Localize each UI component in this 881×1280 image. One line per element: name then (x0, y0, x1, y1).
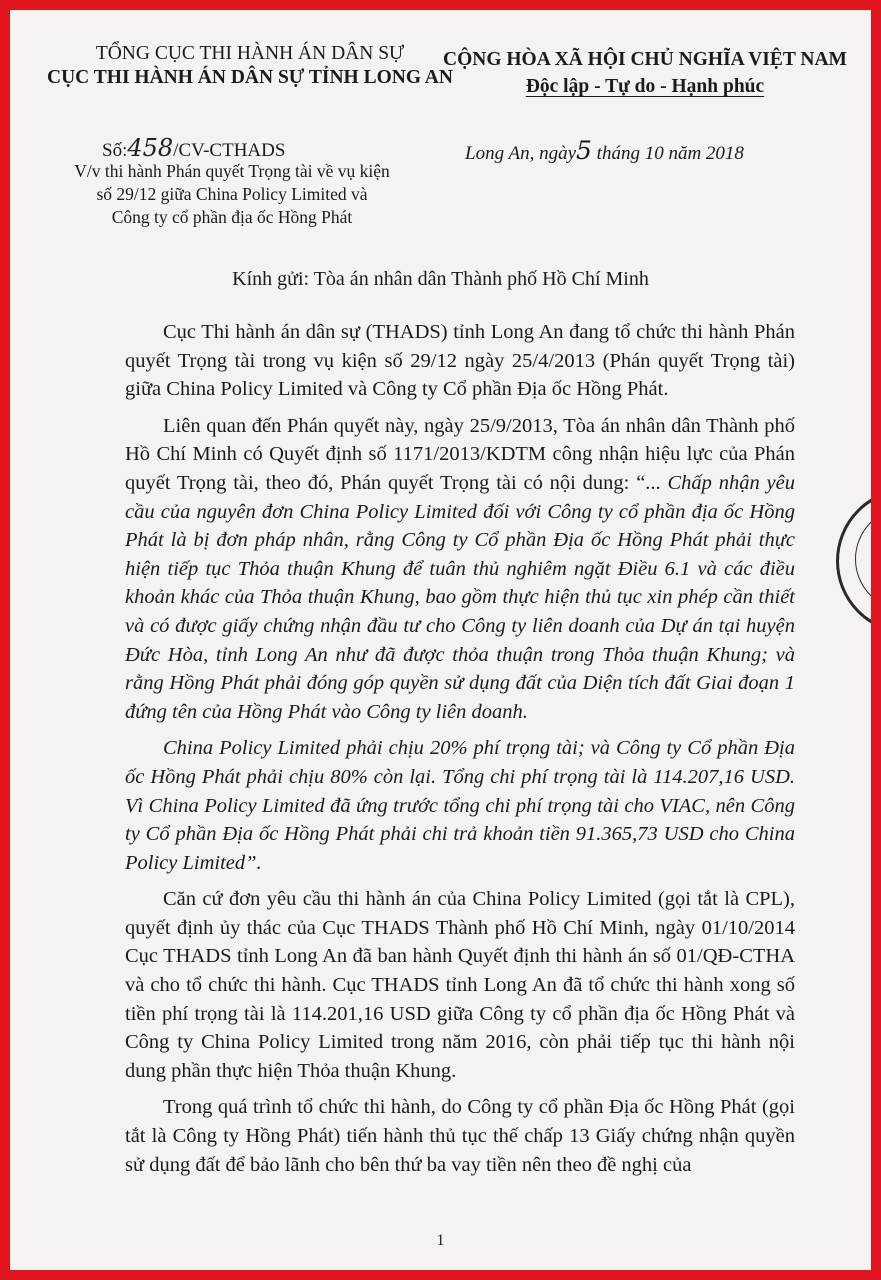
red-border-frame (4, 4, 877, 1276)
official-seal-stamp (836, 488, 871, 634)
agency-name: CỤC THI HÀNH ÁN DÂN SỰ TỈNH LONG AN (47, 67, 453, 88)
place-date (465, 136, 744, 165)
national-motto: Độc lập - Tự do - Hạnh phúc (525, 76, 765, 97)
agency-parent: TỔNG CỤC THI HÀNH ÁN DÂN SỰ (95, 43, 405, 64)
paragraph-4: Căn cứ đơn yêu cầu thi hành án của China Policy Limited (gọi tắt là CPL), quyết định ủy thác của Cục THADS Thành phố Hồ Chí Minh, ngày 01/10/2014 Cục THADS tỉnh Long An đã ban hành Quyết định thi hành án số 01/QĐ-CTHA và cho tổ chức thi hành. Cục THADS tỉnh Long An đã tổ chức thi hành xong số tiền phí trọng tài là 114.201,16 USD giữa Công ty cổ phần địa ốc Hồng Phát và Công ty China Policy Limited trong năm 2016, còn phải tiếp tục thi hành nội dung phần thực hiện Thỏa thuận Khung. (125, 888, 795, 1082)
paragraph-2 (125, 412, 795, 727)
paragraph-3-quote: China Policy Limited phải chịu 20% phí trọng tài; và Công ty Cổ phần Địa ốc Hồng Phát phải chịu 80% còn lại. Tổng chi phí trọng tài là 114.207,16 USD. Vì China Policy Limited đã ứng trước tổng chi phí trọng tài cho VIAC, nên Công ty Cổ phần Địa ốc Hồng Phát phải chi trả khoản tiền 91.365,73 USD cho China Policy Limited”. (125, 737, 795, 874)
page-number: 1 (436, 1232, 445, 1249)
paragraph-2-quote: Chấp nhận yêu cầu của nguyên đơn China Policy Limited đối với Công ty cổ phần địa ốc Hồng Phát là bị đơn pháp nhân, rằng Công ty Cổ phần Địa ốc Hồng Phát phải thực hiện tiếp tục Thỏa thuận Khung để tuân thủ nghiêm ngặt Điều 6.1 và các điều khoản khác của Thỏa thuận Khung, bao gồm thực hiện thủ tục xin phép cần thiết và có được giấy chứng nhận đầu tư cho Công ty liên doanh của Dự án tại huyện Đức Hòa, tỉnh Long An như đã được thỏa thuận trong Thỏa thuận Khung; và rằng Hồng Phát phải đóng góp quyền sử dụng đất của Diện tích đất Giai đoạn 1 đứng tên của Hồng Phát vào Công ty liên doanh. (125, 471, 795, 723)
document-page (10, 10, 871, 1270)
letter-body (125, 318, 795, 1187)
national-title: CỘNG HÒA XÃ HỘI CHỦ NGHĨA VIỆT NAM (443, 49, 847, 70)
document-subject (32, 160, 432, 229)
document-number (102, 134, 285, 162)
paragraph-2-text: Liên quan đến Phán quyết này, ngày 25/9/2013, Tòa án nhân dân Thành phố Hồ Chí Minh có Quyết định số 1171/2013/KDTM công nhận hiệu lực của Phán quyết Trọng tài, theo đó, Phán quyết Trọng tài có nội dung: “... (125, 414, 795, 494)
seal-inner-ring (855, 507, 871, 611)
subject-line-3: Công ty cổ phần địa ốc Hồng Phát (111, 207, 353, 227)
doc-number-handwritten: 458 (127, 134, 174, 162)
national-header (435, 46, 855, 100)
place-date-day: 5 (576, 136, 592, 165)
recipient-line: Kính gửi: Tòa án nhân dân Thành phố Hồ Chí Minh (232, 268, 649, 290)
subject-line-1: V/v thi hành Phán quyết Trọng tài về vụ kiện (74, 161, 390, 181)
agency-header (40, 42, 460, 90)
subject-line-2: số 29/12 giữa China Policy Limited và (96, 184, 368, 204)
paragraph-5: Trong quá trình tổ chức thi hành, do Công ty cổ phần Địa ốc Hồng Phát (gọi tắt là Công ty Hồng Phát) tiến hành thủ tục thế chấp 13 Giấy chứng nhận quyền sử dụng đất để bảo lãnh cho bên thứ ba vay tiền nên theo đề nghị của (125, 1096, 795, 1176)
place-date-prefix: Long An, ngày (465, 143, 577, 164)
place-date-suffix: tháng 10 năm 2018 (596, 143, 744, 164)
paragraph-1: Cục Thi hành án dân sự (THADS) tỉnh Long An đang tổ chức thi hành Phán quyết Trọng tài trong vụ kiện số 29/12 ngày 25/4/2013 (Phán quyết Trọng tài) giữa China Policy Limited và Công ty Cổ phần Địa ốc Hồng Phát. (125, 321, 795, 401)
doc-number-prefix: Số: (102, 140, 128, 161)
doc-number-suffix: /CV-CTHADS (173, 140, 286, 161)
